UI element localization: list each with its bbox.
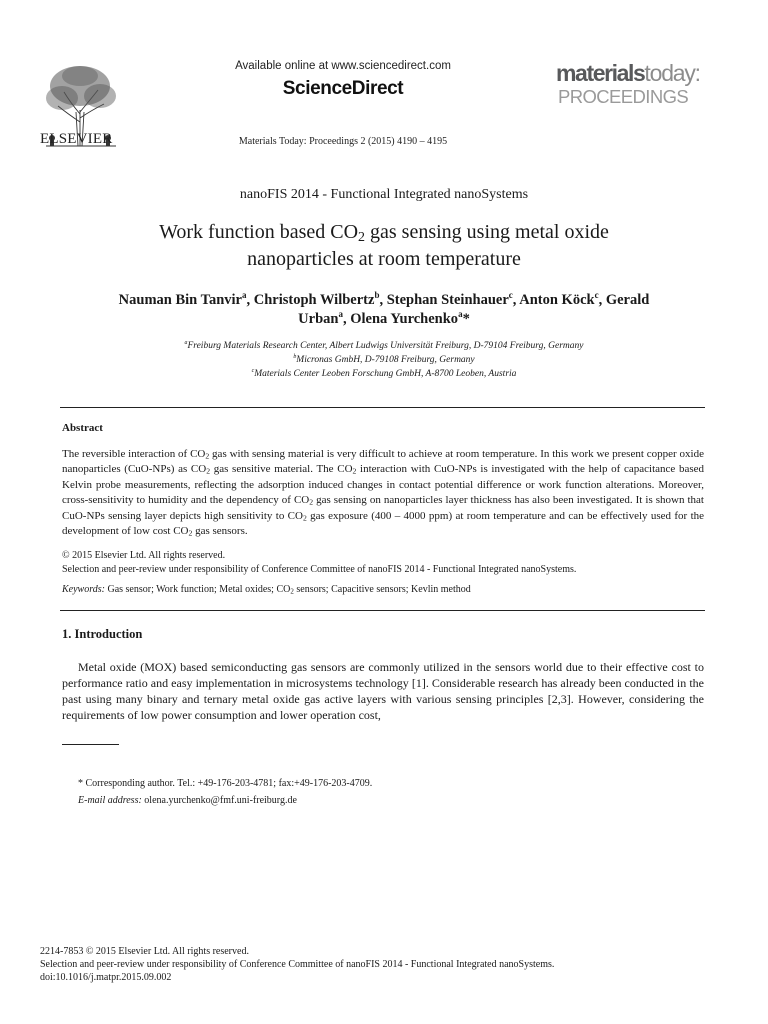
subscript: 2 [206,466,211,476]
author-name: , Anton Köck [512,292,595,308]
materials-logo-a: materials [556,60,645,86]
abstract-text: gas with sensing material is very difficult to achieve at room temperature. In this work we present copper oxide nanoparticles (CuO-NPs) as CO [62,448,704,476]
email-footnote [78,795,297,806]
abstract-text: interaction with CuO-NPs is investigated with the help of capacitance based Kelvin probe measurements, reflecting the adsorption induced changes in contact potential difference or work function alterations. Moreover, cross-sensitivity to humidity and the dependency of CO [62,463,704,507]
affiliation-a [0,341,768,351]
sciencedirect-logo: ScienceDirect [282,78,404,99]
journal-reference: Materials Today: Proceedings 2 (2015) 4190 – 4195 [238,136,448,147]
footnote-rule [62,744,119,745]
affiliation-c [0,369,768,379]
subscript: 2 [188,528,193,538]
affil-mark: c [594,290,599,301]
keywords-text: sensors; Capacitive sensors; Kevlin method [293,584,471,595]
affiliation-b [0,355,768,365]
abstract-text: gas sensing on nanoparticles layer thickness has also been investigated. It is shown that CuO-NPs sensing layer depicts high sensitivity to CO [62,494,704,522]
elsevier-wordmark: ELSEVIER [40,131,113,147]
abstract-text: gas exposure (400 – 4000 ppm) at room temperature and can be effectively used for the development of low cost CO [62,509,705,538]
affil-mark: a [241,290,247,301]
affiliation-text: Materials Center Leoben Forschung GmbH, A-8700 Leoben, Austria [254,369,517,379]
materials-logo-b: today: [644,60,700,86]
affiliation-text: Freiburg Materials Research Center, Albert Ludwigs Universität Freiburg, D-79104 Freiburg, Germany [187,341,584,351]
author-name: Urban [298,311,339,327]
subscript: 2 [352,466,357,476]
affil-mark: b [293,353,297,360]
abstract-bottom-rule [60,610,705,611]
affil-mark: a [338,309,343,320]
paper-title-line1 [0,221,768,244]
affiliation-text: Micronas GmbH, D-79108 Freiburg, Germany [296,355,475,365]
peer-review-line: Selection and peer-review under responsibility of Conference Committee of nanoFIS 2014 - Functional Integrated nanoSystems. [62,564,577,575]
affil-mark: b [374,290,380,301]
author-name: , Olena Yurchenko [342,311,459,327]
affil-mark: a [184,339,188,346]
introduction-paragraph: Metal oxide (MOX) based semiconducting gas sensors are commonly utilized in the sensors world due to their effective cost to performance ratio and easy implementation in microsystems technology [1]. Considerable research has already been conducted in the past using many binary and ternary metal oxide gas active layers with various sensing principles [2,3]. However, considering the requirements of low power consumption and lower operation cost, [62,660,704,722]
subscript: 2 [302,513,307,523]
keywords-label: Keywords: [62,584,105,595]
affil-mark: c [251,367,255,374]
subscript: 2 [205,451,210,461]
footer-issn-line: 2214-7853 © 2015 Elsevier Ltd. All rights reserved. [40,946,249,957]
paper-title-line2: nanoparticles at room temperature [247,248,521,270]
abstract-body [62,447,704,539]
abstract-text: The reversible interaction of CO [62,448,206,460]
title-part: Work function based CO [159,221,359,243]
affil-mark: c [508,290,513,301]
affil-mark: a [458,309,463,320]
author-name: , Stephan Steinhauer [379,292,509,308]
title-part: gas sensing using metal oxide [365,221,609,243]
corresponding-author-footnote: * Corresponding author. Tel.: +49-176-203-4781; fax:+49-176-203-4709. [78,778,373,789]
corresponding-mark: * [462,311,470,327]
author-name: Nauman Bin Tanvir [118,292,242,308]
authors-line2 [0,311,768,328]
available-online-text: Available online at www.sciencedirect.com [235,60,451,72]
author-name: , Christoph Wilbertz [246,292,375,308]
abstract-heading: Abstract [62,422,103,434]
conference-name: nanoFIS 2014 - Functional Integrated nanoSystems [239,187,529,202]
subscript: 2 [309,497,314,507]
subscript: 2 [290,587,294,596]
footer-doi-line: doi:10.1016/j.matpr.2015.09.002 [40,972,172,983]
email-label: E-mail address: [78,795,142,806]
authors-line1 [0,292,768,309]
abstract-text: gas sensitive material. The CO [210,463,353,476]
abstract-top-rule [60,407,705,408]
keywords-line [62,584,471,595]
proceedings-logo: PROCEEDINGS [558,86,689,107]
footer-selection-line: Selection and peer-review under responsibility of Conference Committee of nanoFIS 2014 - Functional Integrated nanoSystems. [40,959,555,970]
keywords-text: Gas sensor; Work function; Metal oxides; CO [104,584,291,595]
author-name: , Gerald [598,292,650,308]
email-address: olena.yurchenko@fmf.uni-freiburg.de [141,795,297,806]
section-heading-introduction: 1. Introduction [62,627,143,641]
abstract-text: gas sensors. [192,525,248,538]
copyright-line: © 2015 Elsevier Ltd. All rights reserved. [62,550,226,561]
subscript: 2 [358,229,366,245]
materials-today-logo [556,62,700,85]
